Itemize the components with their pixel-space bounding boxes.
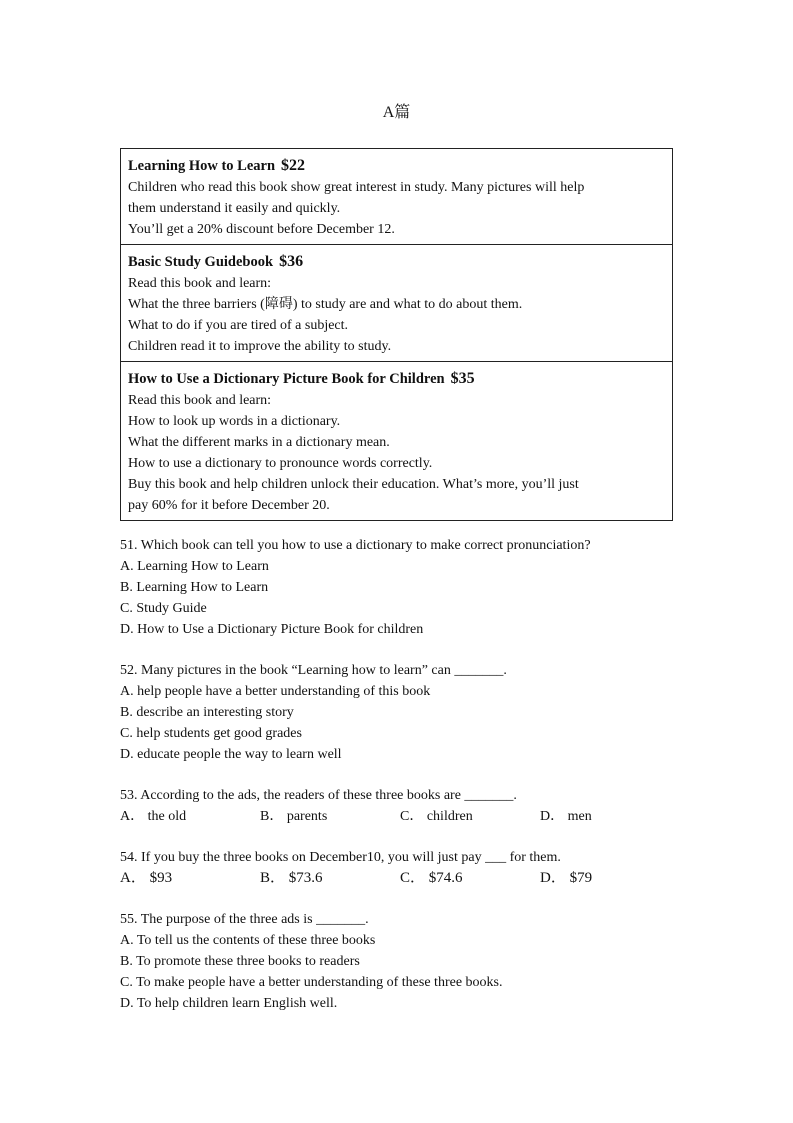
- option-b: B. Learning How to Learn: [120, 580, 269, 595]
- ad-book-name: How to Use a Dictionary Picture Book for Children: [128, 371, 445, 387]
- ad-header: [128, 155, 665, 177]
- ad-header: [128, 251, 665, 273]
- ad-text-line: What the different marks in a dictionary mean.: [128, 435, 390, 450]
- question-stem: 53. According to the ads, the readers of these three books are _______.: [120, 788, 517, 803]
- ad-text-line: What the three barriers (障碍) to study are and what to do about them.: [128, 297, 523, 312]
- ad-price: $36: [279, 253, 304, 270]
- option-c: C. help students get good grades: [120, 726, 302, 741]
- option-a: A． the old: [120, 809, 187, 824]
- option-a: A. Learning How to Learn: [120, 559, 269, 574]
- option-a: A. help people have a better understanding of this book: [120, 684, 431, 699]
- ad-text-line: Buy this book and help children unlock their education. What’s more, you’ll just: [128, 477, 579, 492]
- question-stem: 54. If you buy the three books on December10, you will just pay ___ for them.: [120, 850, 561, 865]
- option-b: B． $73.6: [260, 870, 323, 886]
- ad-text-line: them understand it easily and quickly.: [128, 201, 341, 216]
- ad-header: [128, 368, 665, 390]
- option-c: C． $74.6: [400, 870, 463, 886]
- ad-book-name: Basic Study Guidebook: [128, 254, 274, 270]
- ad-text-line: Children read it to improve the ability to study.: [128, 339, 392, 354]
- option-c: C. To make people have a better understanding of these three books.: [120, 975, 503, 990]
- question-stem: 52. Many pictures in the book “Learning how to learn” can _______.: [120, 663, 507, 678]
- option-a: A. To tell us the contents of these three books: [120, 933, 376, 948]
- option-c: C． children: [400, 809, 473, 824]
- question-54: [120, 847, 680, 889]
- option-d: D． $79: [540, 870, 593, 886]
- ad-price: $22: [281, 157, 306, 174]
- ad-price: $35: [450, 370, 475, 387]
- question-stem: 51. Which book can tell you how to use a dictionary to make correct pronunciation?: [120, 538, 591, 553]
- question-51: [120, 535, 680, 640]
- question-52: [120, 660, 680, 765]
- option-a: A． $93: [120, 870, 173, 886]
- ad-basic-study-guidebook: [121, 245, 672, 362]
- ad-book-name: Learning How to Learn: [128, 158, 276, 174]
- option-b: B． parents: [260, 809, 328, 824]
- ad-text-line: Read this book and learn:: [128, 393, 272, 408]
- option-d: D. To help children learn English well.: [120, 996, 338, 1011]
- option-b: B. To promote these three books to readers: [120, 954, 360, 969]
- ad-text-line: Read this book and learn:: [128, 276, 272, 291]
- book-ads-table: [120, 148, 673, 521]
- section-title: A篇: [382, 104, 411, 121]
- question-list: [120, 535, 680, 1034]
- option-b: B. describe an interesting story: [120, 705, 294, 720]
- question-55: [120, 909, 680, 1014]
- question-stem: 55. The purpose of the three ads is _______.: [120, 912, 369, 927]
- question-53: [120, 785, 680, 827]
- ad-text-line: How to look up words in a dictionary.: [128, 414, 341, 429]
- ad-text-line: What to do if you are tired of a subject.: [128, 318, 349, 333]
- ad-text-line: Children who read this book show great interest in study. Many pictures will help: [128, 180, 585, 195]
- option-d: D. How to Use a Dictionary Picture Book for children: [120, 622, 424, 637]
- option-row: [120, 806, 680, 827]
- ad-learning-how-to-learn: [121, 149, 672, 245]
- ad-text-line: You’ll get a 20% discount before December 12.: [128, 222, 395, 237]
- option-c: C. Study Guide: [120, 601, 207, 616]
- ad-text-line: How to use a dictionary to pronounce words correctly.: [128, 456, 433, 471]
- option-d: D． men: [540, 809, 592, 824]
- ad-text-line: pay 60% for it before December 20.: [128, 498, 330, 513]
- option-d: D. educate people the way to learn well: [120, 747, 342, 762]
- option-row: [120, 868, 680, 889]
- ad-dictionary-picture-book: [121, 362, 672, 520]
